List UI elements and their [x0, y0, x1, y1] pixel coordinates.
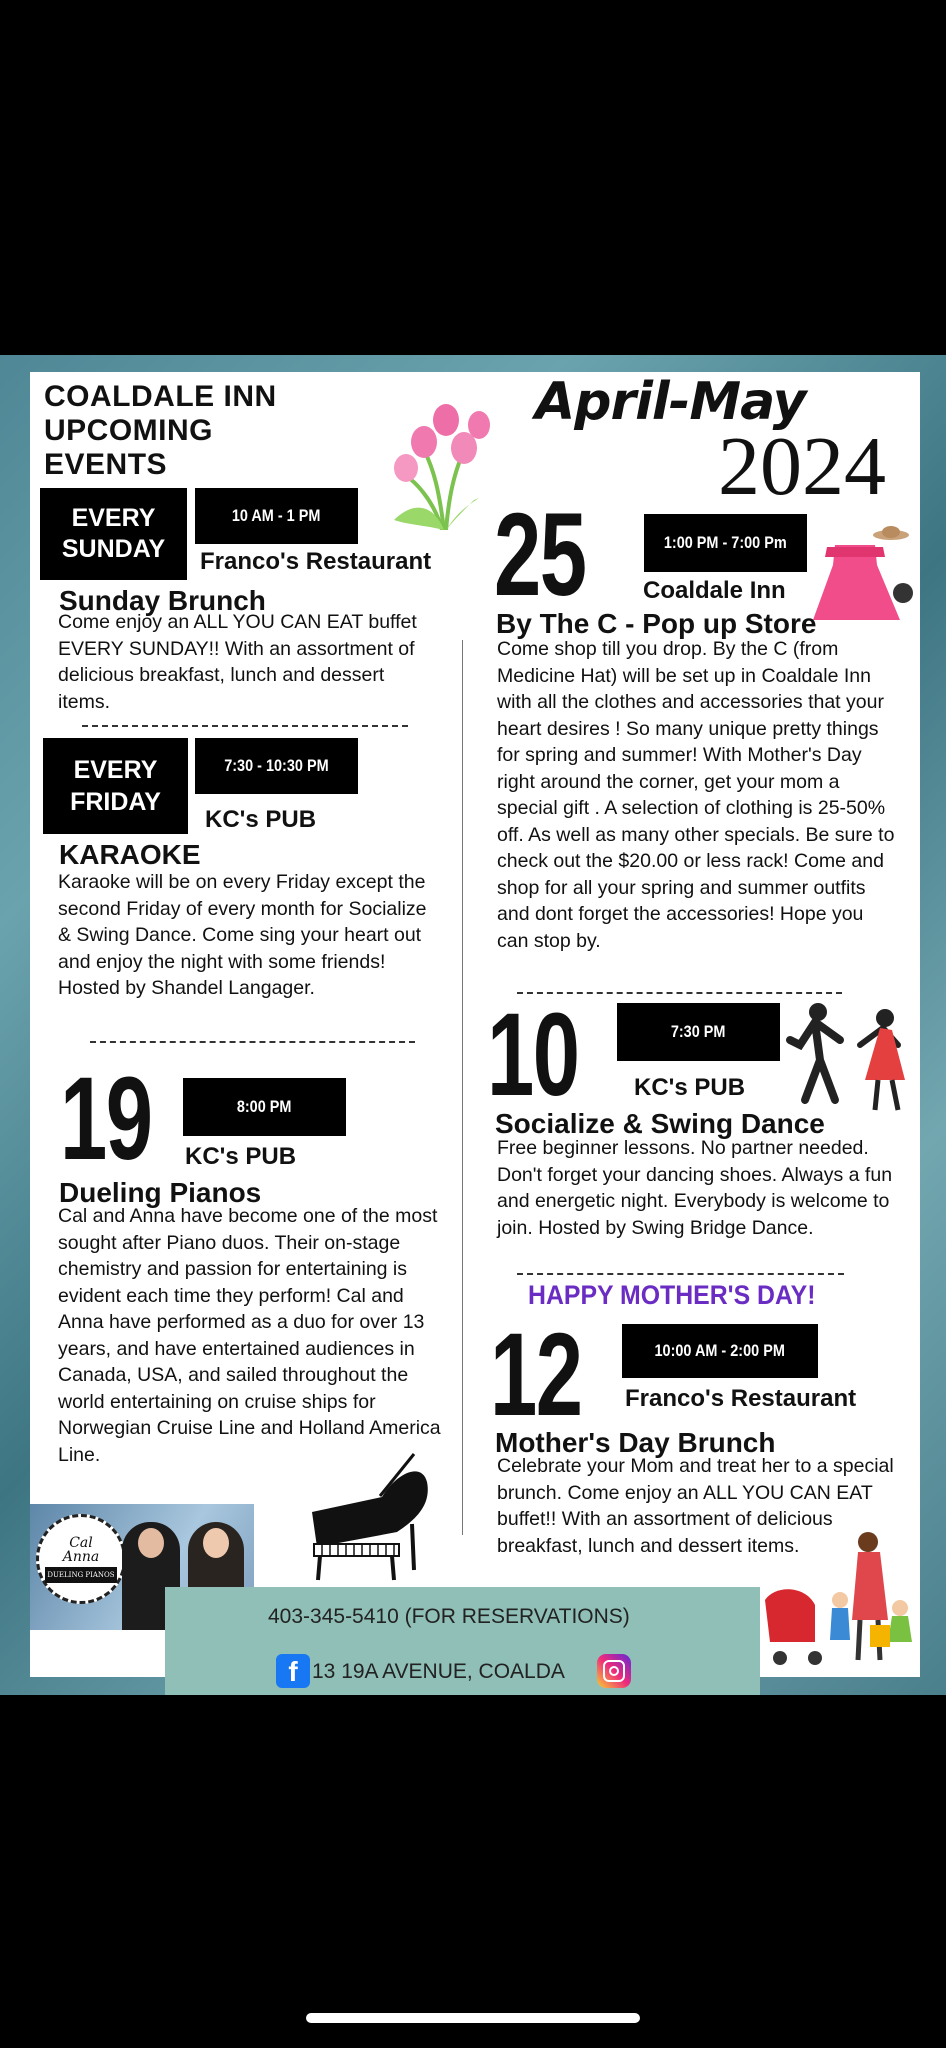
badge-line-1: EVERY [73, 756, 158, 784]
time-label: 1:00 PM - 7:00 Pm [664, 533, 787, 552]
grand-piano-icon [302, 1452, 442, 1582]
dancers-icon [780, 1000, 920, 1120]
sunday-venue: Franco's Restaurant [200, 548, 432, 575]
mother-and-children-icon [760, 1530, 920, 1670]
divider-line [517, 1273, 844, 1275]
logo-line-3: DUELING PIANOS [45, 1567, 116, 1583]
badge-line-1: EVERY [71, 504, 156, 532]
swing-venue: KC's PUB [634, 1074, 746, 1101]
popup-time-badge [644, 514, 807, 572]
dress-icon [805, 525, 917, 635]
every-sunday-badge [40, 488, 187, 580]
sunday-time-badge [195, 488, 358, 544]
header-line-1: COALDALE INN [44, 380, 277, 413]
tulip-icon [384, 380, 504, 530]
mothers-time-badge [622, 1324, 818, 1378]
time-label: 10:00 AM - 2:00 PM [654, 1341, 786, 1360]
time-label: 7:30 PM [671, 1022, 726, 1041]
dates-title-year: 2024 [718, 420, 886, 513]
every-friday-badge [43, 738, 188, 834]
time-label: 8:00 PM [237, 1097, 292, 1116]
pianos-event-title: Dueling Pianos [59, 1177, 262, 1208]
karaoke-event-title: KARAOKE [59, 839, 201, 870]
home-indicator[interactable] [306, 2013, 640, 2023]
divider-line [90, 1041, 415, 1043]
pianos-time-badge [183, 1078, 346, 1136]
header-line-3: EVENTS [44, 448, 168, 481]
friday-venue: KC's PUB [205, 806, 317, 833]
friday-time-badge [195, 738, 358, 794]
day-19: 19 [60, 1053, 152, 1185]
face [203, 1528, 229, 1558]
karaoke-description: Karaoke will be on every Friday except the second Friday of every month for Socialize & Swing Dance. Come sing your heart out and enjoy the night with some friends! Hosted by Shandel Langager. [58, 871, 427, 999]
poster-header [44, 380, 277, 482]
sunday-description: Come enjoy an ALL YOU CAN EAT buffet EVERY SUNDAY!! With an assortment of delicious breakfast, lunch and dessert items. [58, 611, 417, 713]
swing-time-badge [617, 1003, 780, 1061]
logo-line-2: Anna [62, 1548, 100, 1565]
badge-line-2: SUNDAY [61, 535, 166, 563]
popup-event-title: By The C - Pop up Store [496, 608, 817, 639]
divider-line [82, 725, 408, 727]
mothers-day-banner: HAPPY MOTHER'S DAY! [528, 1280, 816, 1310]
phone-number[interactable]: 403-345-5410 (FOR RESERVATIONS) [268, 1605, 630, 1628]
time-label: 10 AM - 1 PM [232, 506, 321, 525]
address: 13 19A AVENUE, COALDA [312, 1660, 565, 1683]
day-10: 10 [487, 989, 579, 1121]
mothers-venue: Franco's Restaurant [625, 1385, 857, 1412]
badge-line-2: FRIDAY [70, 788, 161, 816]
pianos-venue: KC's PUB [185, 1143, 297, 1170]
popup-description: Come shop till you drop. By the C (from Medicine Hat) will be set up in Coaldale Inn with all the clothes and accessories that your heart desires ! So many unique pretty things for spring and summer! With Mother's Day right around the corner, get your mom a special gift . A selection of clothing is 25-50% off. As well as many other specials. Be sure to check out the $20.00 or less rack! Come and shop for all your spring and summer outfits and dont forget the accessories! Hope you can stop by. [497, 638, 895, 952]
mothers-event-title: Mother's Day Brunch [495, 1427, 776, 1458]
mothers-description: Celebrate your Mom and treat her to a special brunch. Come enjoy an ALL YOU CAN EAT buffet!! With an assortment of delicious breakfast, lunch and dessert items. [497, 1455, 894, 1557]
column-divider [462, 640, 463, 1535]
dueling-pianos-logo [36, 1514, 126, 1604]
instagram-icon[interactable] [597, 1654, 631, 1688]
face [138, 1528, 164, 1558]
swing-description: Free beginner lessons. No partner needed. Don't forget your dancing shoes. Always a fun and energetic night. Everybody is welcome to join. Hosted by Swing Bridge Dance. [497, 1137, 893, 1239]
logo-line-1: Cal [69, 1534, 93, 1551]
facebook-icon[interactable]: f [276, 1654, 310, 1688]
pianos-description: Cal and Anna have become one of the most sought after Piano duos. Their on-stage chemistry and passion for entertaining is evident each time they perform! Cal and Anna have performed as a duo for over 13 years, and have entertained audiences in Canada, USA, and sailed throughout the world entertaining on cruise ships for Norwegian Cruise Line and Holland America Line. [58, 1205, 441, 1466]
day-12: 12 [490, 1309, 582, 1441]
header-line-2: UPCOMING [44, 414, 213, 447]
sunday-event-title: Sunday Brunch [59, 585, 266, 616]
day-25: 25 [494, 489, 586, 621]
popup-venue: Coaldale Inn [643, 577, 786, 604]
dates-title-months: April-May [535, 372, 806, 432]
time-label: 7:30 - 10:30 PM [224, 756, 329, 775]
swing-event-title: Socialize & Swing Dance [495, 1108, 825, 1139]
